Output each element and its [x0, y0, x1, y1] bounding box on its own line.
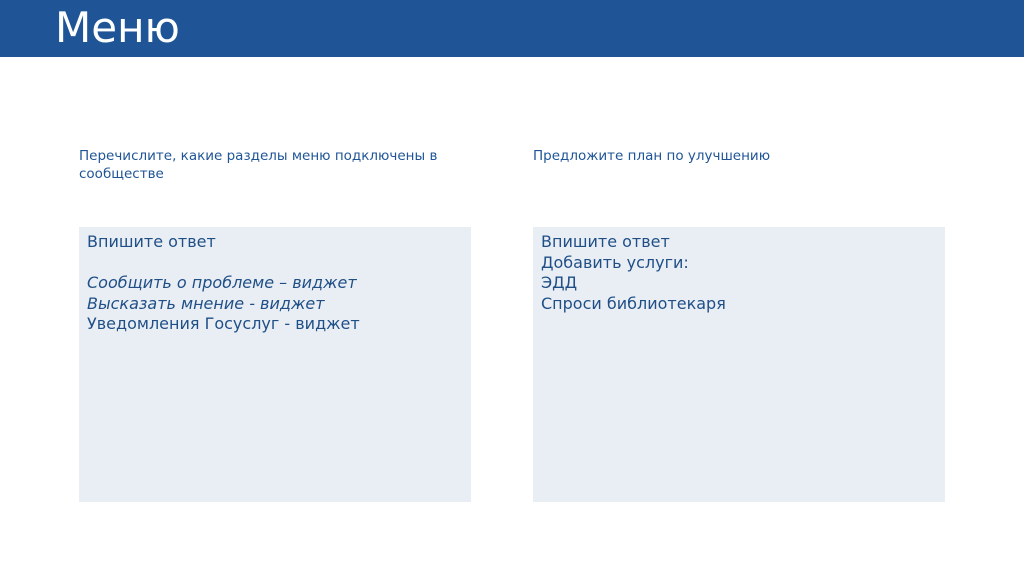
left-question-label: Перечислите, какие разделы меню подключены в сообществе	[79, 148, 438, 182]
answer-line: Добавить услуги:	[541, 252, 689, 272]
answer-line: Уведомления Госуслуг - виджет	[87, 314, 360, 333]
left-answer-field[interactable]	[79, 227, 471, 502]
answer-line: ЭДД	[541, 273, 578, 292]
answer-line: Высказать мнение - виджет	[87, 293, 325, 313]
answer-placeholder: Впишите ответ	[541, 232, 670, 251]
right-answer-field[interactable]	[533, 227, 945, 502]
answer-line: Спроси библиотекаря	[541, 293, 726, 313]
blank-line	[87, 253, 463, 274]
page-title: Меню	[55, 3, 180, 52]
right-question-label: Предложите план по улучшению	[533, 148, 771, 164]
answer-line: Сообщить о проблеме – виджет	[87, 273, 357, 292]
answer-placeholder: Впишите ответ	[87, 232, 216, 251]
header-bar	[0, 0, 1024, 57]
